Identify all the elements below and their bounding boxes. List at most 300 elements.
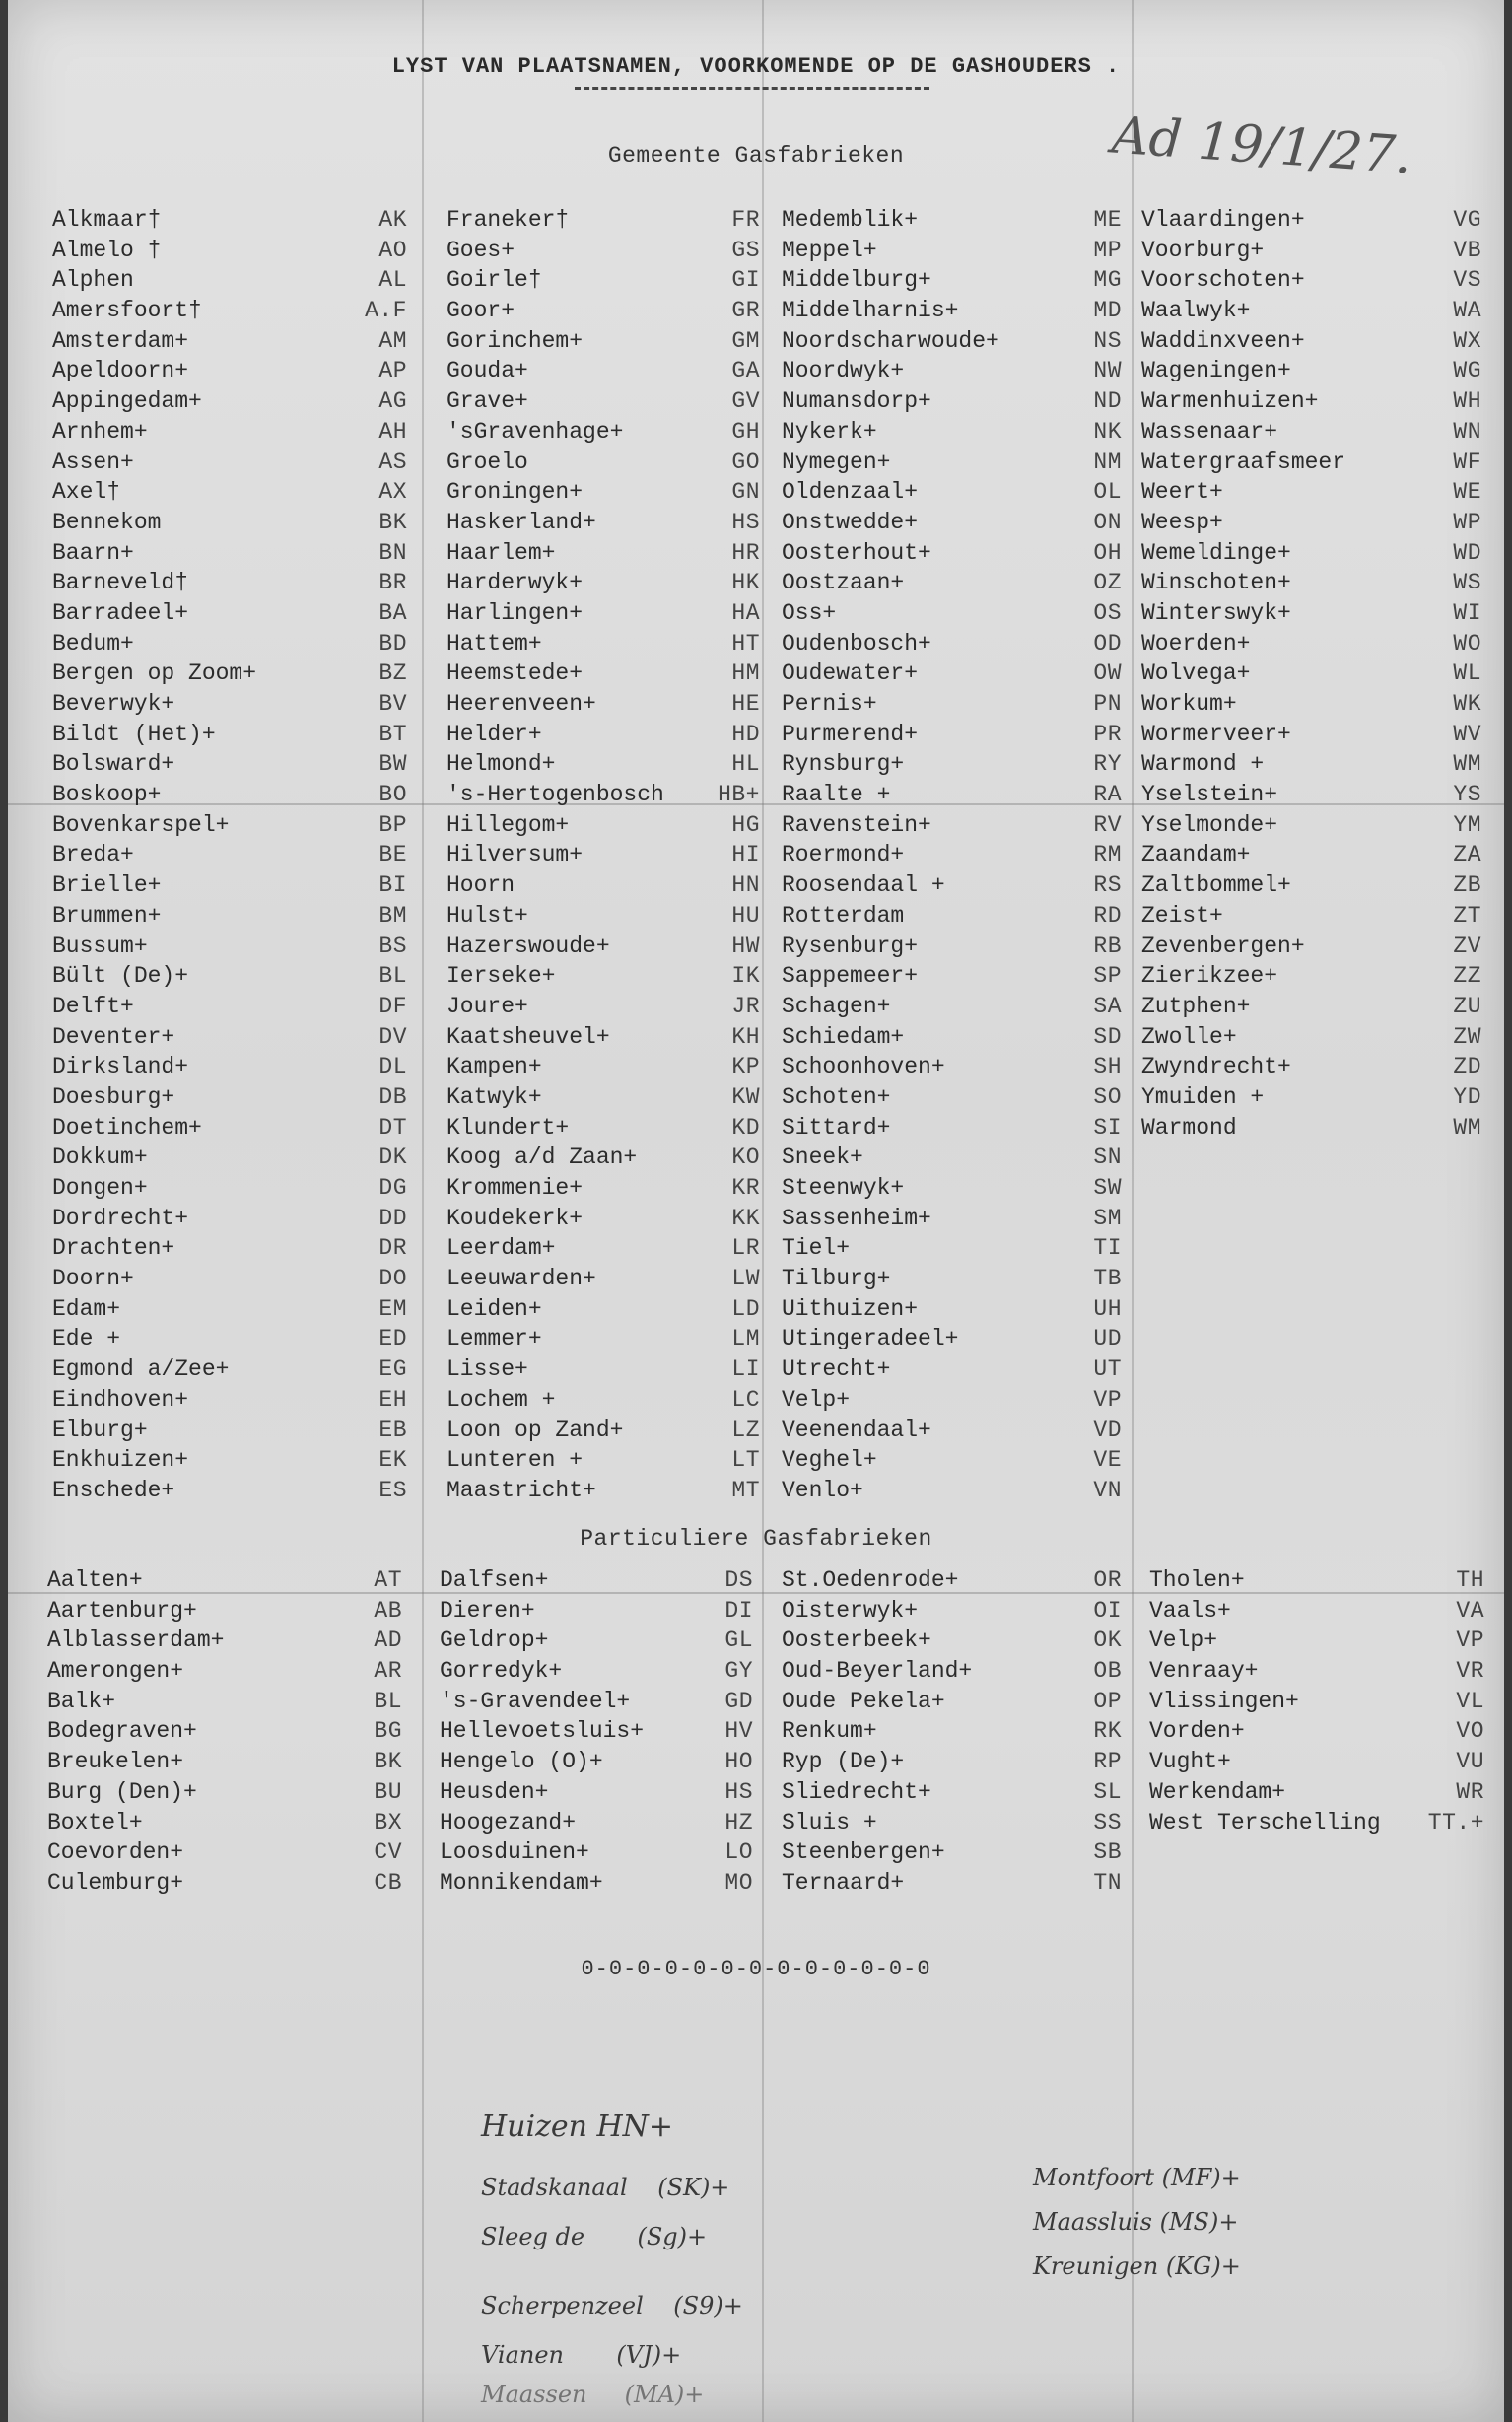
place-row <box>782 1024 1122 1055</box>
place-row <box>47 1870 402 1901</box>
place-row <box>52 1175 407 1206</box>
place-name: Alphen <box>52 267 134 294</box>
place-row <box>447 1326 760 1356</box>
place-row <box>782 570 1122 600</box>
place-name: Onstwedde+ <box>782 509 919 535</box>
place-code: AG <box>378 388 407 415</box>
place-name: Tiel+ <box>782 1235 851 1262</box>
place-code: VP <box>1093 1386 1122 1413</box>
place-row <box>447 1206 760 1236</box>
place-code: HE <box>731 691 760 717</box>
place-row <box>1149 1779 1484 1810</box>
place-row <box>782 1206 1122 1236</box>
place-name: Lisse+ <box>447 1356 528 1383</box>
place-name: Assen+ <box>52 449 134 475</box>
place-name: Veenendaal+ <box>782 1417 931 1443</box>
place-code: OD <box>1093 630 1122 657</box>
place-name: Hoogezand+ <box>440 1809 577 1835</box>
place-name: Geldrop+ <box>440 1627 549 1654</box>
place-code: ME <box>1093 207 1122 233</box>
place-row <box>447 722 760 752</box>
place-row <box>440 1658 753 1689</box>
place-name: Rysenburg+ <box>782 933 919 959</box>
place-code: WI <box>1453 599 1481 626</box>
place-code: ED <box>378 1326 407 1352</box>
place-code: AO <box>378 237 407 263</box>
place-row <box>447 358 760 388</box>
place-name: Aartenburg+ <box>47 1597 197 1624</box>
place-row <box>47 1839 402 1870</box>
place-name: Tholen+ <box>1149 1567 1245 1593</box>
place-code: VB <box>1453 237 1481 263</box>
place-code: GL <box>724 1627 753 1654</box>
place-row <box>447 1235 760 1266</box>
place-row <box>52 812 407 843</box>
place-code: HS <box>731 509 760 535</box>
place-name: Bedum+ <box>52 630 134 657</box>
place-row <box>52 328 407 359</box>
place-row <box>52 267 407 298</box>
place-name: Klundert+ <box>447 1114 570 1141</box>
place-name: Lemmer+ <box>447 1326 542 1352</box>
place-row <box>782 1054 1122 1084</box>
place-name: Voorschoten+ <box>1141 267 1305 294</box>
document-title: LYST VAN PLAATSNAMEN, VOORKOMENDE OP DE GASHOUDERS . <box>391 54 1121 79</box>
place-name: Heemstede+ <box>447 660 584 687</box>
place-row <box>1141 419 1481 450</box>
fold-line <box>422 0 424 2422</box>
place-code: KW <box>731 1083 760 1110</box>
place-code: DL <box>378 1054 407 1080</box>
gemeente-column-3 <box>782 207 1122 1508</box>
place-row <box>1141 782 1481 812</box>
place-code: HS <box>724 1778 753 1805</box>
place-name: Schiedam+ <box>782 1023 905 1050</box>
place-row <box>782 388 1122 419</box>
place-row <box>447 298 760 328</box>
place-code: SW <box>1093 1175 1122 1201</box>
place-row <box>447 1447 760 1478</box>
place-row <box>440 1718 753 1749</box>
place-code: AH <box>378 418 407 445</box>
place-row <box>782 934 1122 964</box>
place-row <box>52 1356 407 1387</box>
place-code: GV <box>731 388 760 415</box>
place-name: Heerenveen+ <box>447 691 596 717</box>
place-name: Joure+ <box>447 993 528 1019</box>
place-name: Leiden+ <box>447 1295 542 1322</box>
place-name: Waddinxveen+ <box>1141 327 1305 354</box>
place-code: VE <box>1093 1447 1122 1474</box>
place-name: Zeist+ <box>1141 902 1223 929</box>
place-row <box>52 751 407 782</box>
place-name: Boxtel+ <box>47 1809 143 1835</box>
place-row <box>52 298 407 328</box>
place-row <box>440 1779 753 1810</box>
place-name: Vorden+ <box>1149 1718 1245 1745</box>
place-row <box>1141 207 1481 238</box>
place-row <box>782 479 1122 510</box>
place-name: Oudewater+ <box>782 660 919 687</box>
place-row <box>47 1658 402 1689</box>
place-name: 's-Hertogenbosch <box>447 782 664 808</box>
place-code: KO <box>731 1144 760 1171</box>
place-name: Hulst+ <box>447 902 528 929</box>
place-code: AT <box>374 1567 402 1593</box>
place-row <box>52 238 407 268</box>
place-row <box>447 479 760 510</box>
place-name: Baarn+ <box>52 539 134 566</box>
place-row <box>782 1810 1122 1840</box>
place-row <box>52 1235 407 1266</box>
place-name: Breda+ <box>52 842 134 868</box>
place-row <box>782 540 1122 571</box>
place-row <box>782 1296 1122 1327</box>
place-code: ND <box>1093 388 1122 415</box>
place-row <box>52 1266 407 1296</box>
place-row <box>782 450 1122 480</box>
place-name: Sassenheim+ <box>782 1205 931 1231</box>
place-row <box>440 1839 753 1870</box>
place-code: LD <box>731 1295 760 1322</box>
place-name: Renkum+ <box>782 1718 877 1745</box>
place-row <box>782 328 1122 359</box>
place-name: Bennekom <box>52 509 162 535</box>
place-code: ES <box>378 1477 407 1503</box>
place-code: GR <box>731 298 760 324</box>
place-row <box>440 1598 753 1628</box>
place-code: VR <box>1456 1658 1484 1685</box>
place-name: Loon op Zand+ <box>447 1417 624 1443</box>
place-row <box>447 1084 760 1115</box>
place-name: Uithuizen+ <box>782 1295 919 1322</box>
section-heading-gemeente: Gemeente Gasfabrieken <box>607 143 905 169</box>
place-name: Sappemeer+ <box>782 963 919 990</box>
place-name: 's-Gravendeel+ <box>440 1688 631 1714</box>
place-name: Bolsward+ <box>52 751 175 778</box>
place-name: Yselmonde+ <box>1141 811 1278 838</box>
place-row <box>47 1598 402 1628</box>
place-row <box>52 1447 407 1478</box>
place-code: ZD <box>1453 1054 1481 1080</box>
place-code: A.F <box>365 298 407 324</box>
place-name: Zutphen+ <box>1141 993 1251 1019</box>
place-row <box>782 1115 1122 1145</box>
place-name: Coevorden+ <box>47 1839 184 1866</box>
place-name: Dirksland+ <box>52 1054 189 1080</box>
place-name: Venlo+ <box>782 1477 863 1503</box>
place-row <box>447 540 760 571</box>
place-name: Culemburg+ <box>47 1869 184 1896</box>
place-name: Vught+ <box>1149 1749 1231 1775</box>
place-code: JR <box>731 993 760 1019</box>
place-code: WD <box>1453 539 1481 566</box>
place-code: BE <box>378 842 407 868</box>
handwritten-entry: Huizen HN+ <box>481 2110 674 2144</box>
place-row <box>52 1387 407 1418</box>
place-name: Groelo <box>447 449 528 475</box>
place-row <box>1141 540 1481 571</box>
place-code: ON <box>1093 509 1122 535</box>
title-underline <box>575 87 929 90</box>
place-row <box>1141 600 1481 631</box>
place-code: ZA <box>1453 842 1481 868</box>
place-code: NW <box>1093 358 1122 384</box>
place-row <box>447 1144 760 1175</box>
place-row <box>52 388 407 419</box>
place-row <box>782 1779 1122 1810</box>
place-code: UD <box>1093 1326 1122 1352</box>
place-code: RY <box>1093 751 1122 778</box>
place-code: DO <box>378 1266 407 1292</box>
place-row <box>52 631 407 661</box>
place-code: AR <box>374 1658 402 1685</box>
place-code: DS <box>724 1567 753 1593</box>
place-row <box>782 660 1122 691</box>
place-row <box>1149 1658 1484 1689</box>
place-row <box>52 1326 407 1356</box>
place-name: Hilversum+ <box>447 842 584 868</box>
place-code: LC <box>731 1386 760 1413</box>
place-name: Dokkum+ <box>52 1144 148 1171</box>
place-row <box>52 1144 407 1175</box>
place-name: Meppel+ <box>782 237 877 263</box>
place-name: 'sGravenhage+ <box>447 418 624 445</box>
place-name: Kampen+ <box>447 1054 542 1080</box>
place-row <box>52 1115 407 1145</box>
place-code: LT <box>731 1447 760 1474</box>
place-row <box>447 419 760 450</box>
place-code: GM <box>731 327 760 354</box>
place-row <box>782 1175 1122 1206</box>
place-code: SD <box>1093 1023 1122 1050</box>
place-name: Bovenkarspel+ <box>52 811 230 838</box>
place-code: RA <box>1093 782 1122 808</box>
place-row <box>447 812 760 843</box>
place-name: Warmenhuizen+ <box>1141 388 1319 415</box>
place-name: Arnhem+ <box>52 418 148 445</box>
place-code: BS <box>378 933 407 959</box>
handwritten-entry: Scherpenzeel (S9)+ <box>481 2292 743 2319</box>
handwritten-entry: Sleeg de (Sg)+ <box>481 2223 708 2250</box>
place-row <box>782 1567 1122 1598</box>
place-row <box>447 994 760 1024</box>
place-code: SH <box>1093 1054 1122 1080</box>
place-row <box>782 994 1122 1024</box>
handwritten-entry: Kreunigen (KG)+ <box>1033 2252 1241 2280</box>
place-name: Oud-Beyerland+ <box>782 1658 973 1685</box>
place-name: Rynsburg+ <box>782 751 905 778</box>
gemeente-column-2 <box>447 207 760 1508</box>
place-code: DI <box>724 1597 753 1624</box>
place-row <box>782 1839 1122 1870</box>
place-row <box>782 842 1122 872</box>
place-name: Nymegen+ <box>782 449 891 475</box>
place-name: Hillegom+ <box>447 811 570 838</box>
place-name: Oostzaan+ <box>782 570 905 596</box>
place-name: Doetinchem+ <box>52 1114 202 1141</box>
place-name: Dordrecht+ <box>52 1205 189 1231</box>
place-code: ZZ <box>1453 963 1481 990</box>
place-name: Nykerk+ <box>782 418 877 445</box>
handwritten-entry: Maassluis (MS)+ <box>1033 2208 1239 2236</box>
place-row <box>52 1084 407 1115</box>
place-row <box>1149 1749 1484 1779</box>
place-code: OI <box>1093 1597 1122 1624</box>
place-code: BT <box>378 721 407 747</box>
gemeente-column-1 <box>52 207 407 1508</box>
place-name: Barneveld† <box>52 570 189 596</box>
particuliere-column-3 <box>782 1567 1122 1901</box>
place-row <box>52 479 407 510</box>
place-code: PN <box>1093 691 1122 717</box>
place-code: SA <box>1093 993 1122 1019</box>
place-code: DR <box>378 1235 407 1262</box>
place-row <box>52 722 407 752</box>
place-code: BG <box>374 1718 402 1745</box>
place-name: Woerden+ <box>1141 630 1251 657</box>
place-code: FR <box>731 207 760 233</box>
place-code: MO <box>724 1869 753 1896</box>
place-code: BZ <box>378 660 407 687</box>
place-row <box>782 1418 1122 1448</box>
place-name: Helmond+ <box>447 751 556 778</box>
place-row <box>782 812 1122 843</box>
place-name: Brummen+ <box>52 902 162 929</box>
place-name: Oldenzaal+ <box>782 479 919 506</box>
place-code: WM <box>1453 751 1481 778</box>
particuliere-column-4 <box>1149 1567 1484 1839</box>
place-code: ZW <box>1453 1023 1481 1050</box>
place-name: St.Oedenrode+ <box>782 1567 959 1593</box>
place-row <box>782 1266 1122 1296</box>
gemeente-column-4 <box>1141 207 1481 1144</box>
place-code: IK <box>731 963 760 990</box>
place-row <box>782 1627 1122 1658</box>
place-code: KP <box>731 1054 760 1080</box>
place-row <box>52 660 407 691</box>
place-code: BL <box>374 1688 402 1714</box>
place-code: ZV <box>1453 933 1481 959</box>
place-name: Utingeradeel+ <box>782 1326 959 1352</box>
place-row <box>52 994 407 1024</box>
place-code: WL <box>1453 660 1481 687</box>
place-code: RK <box>1093 1718 1122 1745</box>
place-name: Drachten+ <box>52 1235 175 1262</box>
place-code: RP <box>1093 1749 1122 1775</box>
place-code: WE <box>1453 479 1481 506</box>
place-code: ZT <box>1453 902 1481 929</box>
particuliere-column-1 <box>47 1567 402 1901</box>
place-code: LZ <box>731 1417 760 1443</box>
place-row <box>447 1478 760 1508</box>
place-code: SN <box>1093 1144 1122 1171</box>
place-row <box>447 782 760 812</box>
place-row <box>782 1326 1122 1356</box>
place-name: Waalwyk+ <box>1141 298 1251 324</box>
place-code: GI <box>731 267 760 294</box>
place-row <box>52 1206 407 1236</box>
place-code: WP <box>1453 509 1481 535</box>
place-row <box>1149 1810 1484 1840</box>
place-row <box>447 1054 760 1084</box>
place-name: Warmond + <box>1141 751 1265 778</box>
place-name: Noordscharwoude+ <box>782 327 999 354</box>
place-code: EH <box>378 1386 407 1413</box>
place-code: AP <box>378 358 407 384</box>
place-row <box>1141 450 1481 480</box>
place-name: Grave+ <box>447 388 528 415</box>
place-row <box>52 1054 407 1084</box>
place-row <box>52 872 407 903</box>
place-row <box>447 1175 760 1206</box>
place-name: Raalte + <box>782 782 891 808</box>
place-row <box>1141 570 1481 600</box>
place-name: Burg (Den)+ <box>47 1778 197 1805</box>
place-code: SB <box>1093 1839 1122 1866</box>
place-row <box>1149 1718 1484 1749</box>
place-name: Bergen op Zoom+ <box>52 660 257 687</box>
place-row <box>447 450 760 480</box>
place-row <box>1141 1115 1481 1145</box>
place-code: TT.+ <box>1427 1809 1484 1835</box>
place-row <box>447 1296 760 1327</box>
place-code: AD <box>374 1627 402 1654</box>
place-code: LW <box>731 1266 760 1292</box>
place-name: Sneek+ <box>782 1144 863 1171</box>
place-code: HU <box>731 902 760 929</box>
place-row <box>47 1779 402 1810</box>
place-code: HA <box>731 599 760 626</box>
place-row <box>782 1235 1122 1266</box>
place-row <box>1141 1054 1481 1084</box>
place-code: DD <box>378 1205 407 1231</box>
place-row <box>1141 812 1481 843</box>
place-name: Steenbergen+ <box>782 1839 945 1866</box>
place-name: Wassenaar+ <box>1141 418 1278 445</box>
place-name: Bült (De)+ <box>52 963 189 990</box>
place-row <box>52 934 407 964</box>
place-code: HG <box>731 811 760 838</box>
place-row <box>1141 358 1481 388</box>
place-code: MG <box>1093 267 1122 294</box>
place-code: EB <box>378 1417 407 1443</box>
place-name: Krommenie+ <box>447 1175 584 1201</box>
place-code: LM <box>731 1326 760 1352</box>
place-code: WO <box>1453 630 1481 657</box>
place-row <box>782 903 1122 934</box>
place-row <box>47 1627 402 1658</box>
place-row <box>1141 751 1481 782</box>
place-name: Pernis+ <box>782 691 877 717</box>
place-row <box>447 631 760 661</box>
place-name: Beverwyk+ <box>52 691 175 717</box>
place-row <box>1141 963 1481 994</box>
place-row <box>447 1024 760 1055</box>
place-code: LI <box>731 1356 760 1383</box>
place-name: Numansdorp+ <box>782 388 931 415</box>
place-code: BX <box>374 1809 402 1835</box>
place-name: West Terschelling <box>1149 1809 1381 1835</box>
place-code: DF <box>378 993 407 1019</box>
place-name: Koog a/d Zaan+ <box>447 1144 638 1171</box>
place-name: Aalten+ <box>47 1567 143 1593</box>
place-name: Gorinchem+ <box>447 327 584 354</box>
place-row <box>782 872 1122 903</box>
place-name: Boskoop+ <box>52 782 162 808</box>
place-name: Goirle† <box>447 267 542 294</box>
place-code: CB <box>374 1869 402 1896</box>
